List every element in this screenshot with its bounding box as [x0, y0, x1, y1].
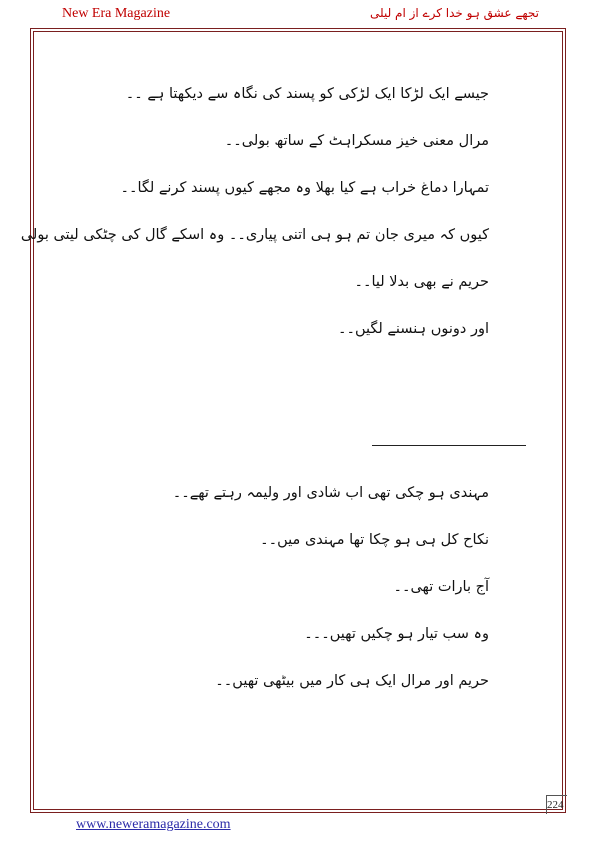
paragraph: نکاح کل ہی ہو چکا تھا مہندی میں۔۔	[260, 532, 489, 548]
paragraph: وہ سب تیار ہو چکیں تھیں۔۔۔	[304, 626, 489, 642]
section-divider	[372, 445, 526, 446]
paragraph: آج بارات تھی۔۔	[393, 579, 489, 595]
paragraph: کیوں کہ میری جان تم ہو ہی اتنی پیاری۔۔ وہ اسکے گال کی چٹکی لیتی بولی	[20, 227, 489, 243]
paragraph: حریم نے بھی بدلا لیا۔۔	[354, 274, 489, 290]
paragraph: حریم اور مرال ایک ہی کار میں بیٹھی تھیں۔۔	[215, 673, 489, 689]
paragraph: جیسے ایک لڑکا ایک لڑکی کو پسند کی نگاہ سے دیکھتا ہے ۔۔	[125, 86, 489, 102]
story-section-1	[20, 84, 489, 366]
page-number: 224	[547, 799, 564, 811]
paragraph: اور دونوں ہنسنے لگیں۔۔	[337, 321, 489, 337]
story-section-2	[120, 483, 489, 718]
book-title: تجھے عشق ہو خدا کرے از ام لیلی	[369, 6, 539, 20]
paragraph: مرال معنی خیز مسکراہٹ کے ساتھ بولی۔۔	[224, 133, 489, 149]
website-link[interactable]: www.neweramagazine.com	[76, 817, 231, 832]
paragraph: تمہارا دماغ خراب ہے کیا بھلا وہ مجھے کیوں پسند کرنے لگا۔۔	[120, 180, 489, 196]
paragraph: مہندی ہو چکی تھی اب شادی اور ولیمہ رہتے تھے۔۔	[172, 485, 489, 501]
magazine-name: New Era Magazine	[62, 6, 171, 21]
